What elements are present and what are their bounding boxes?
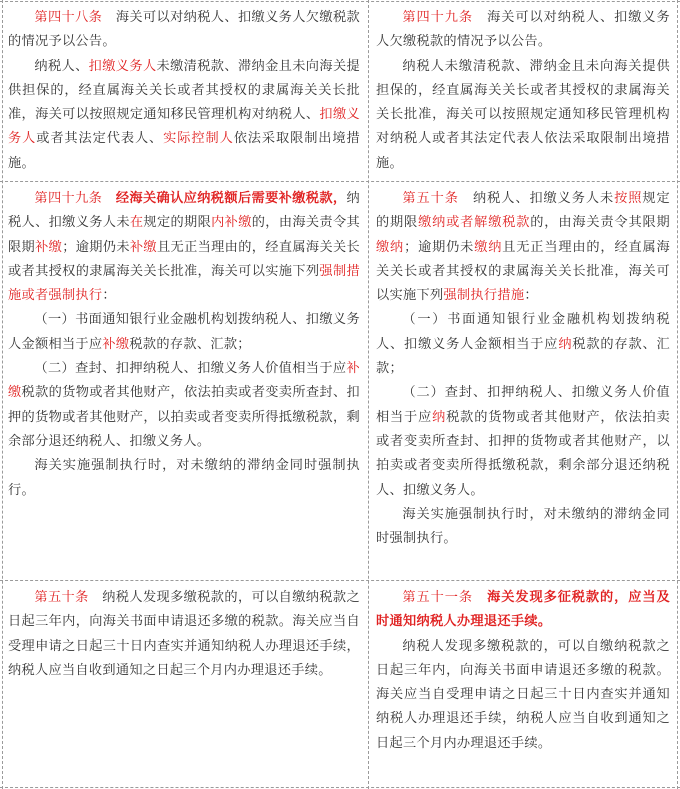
table-cell-new-article-51: [376, 586, 670, 756]
article-paragraph: [8, 55, 360, 176]
paragraph-text: 且无正当理由的，经直属海关关长或者其授权的隶属海关关长批准，海关可以实施下列: [376, 239, 671, 304]
paragraph-text: 税款的货物或者其他财产，依法拍卖或者变卖所查封、扣押的货物或者其他财产，以拍卖或者变卖所得抵缴税款，剩余部分退还纳税人、扣缴义务人。: [376, 409, 670, 498]
highlighted-text: 内补缴: [211, 215, 252, 231]
paragraph-text: 纳税人发现多缴税款的，可以自缴纳税款之日起三年内，向海关书面申请退还多缴的税款。海关应当自受理申请之日起三十日内查实并通知纳税人办理退还手续，纳税人应当自收到通知之日起三个月内办理退还手续。: [376, 638, 670, 751]
article-paragraph: [376, 635, 670, 756]
article-paragraph: [8, 308, 360, 357]
article-paragraph: [376, 55, 670, 176]
paragraph-text: （二）查封、扣押纳税人、扣缴义务人价值相当于应: [376, 385, 670, 425]
paragraph-text: 海关可以对纳税人、扣缴义务人欠缴税款的情况予以公告。: [8, 10, 361, 50]
paragraph-text: 的，由海关责令其限期: [8, 215, 360, 255]
table-row-divider: [0, 181, 680, 182]
table-border-top: [0, 1, 680, 2]
highlighted-text: 经海关确认应纳税额后需要补缴税款，: [102, 191, 347, 206]
paragraph-text: ：: [524, 288, 538, 304]
article-paragraph: [376, 187, 670, 308]
table-border-right: [677, 0, 678, 789]
paragraph-text: 纳税人、扣缴义务人未: [458, 191, 615, 206]
paragraph-text: ；逾期仍未: [404, 239, 475, 255]
table-cell-old-article-49: [8, 187, 360, 503]
article-paragraph: [8, 586, 360, 683]
article-paragraph: [376, 586, 670, 635]
highlighted-text: 在: [129, 215, 144, 231]
paragraph-text: 纳税人发现多缴税款的，可以自缴纳税款之日起三年内，向海关书面申请退还多缴的税款。海关应当自受理申请之日起三十日内查实并通知纳税人办理退还手续，纳税人应当自收到通知之日起三个月内办理退还手续。: [8, 590, 360, 678]
highlighted-text: 第四十九条: [402, 10, 473, 25]
paragraph-text: 纳税人、扣缴义务人未: [8, 191, 361, 231]
paragraph-text: ；逾期仍未: [62, 239, 130, 255]
paragraph-text: 未缴清税款、滞纳金且未向海关提供担保的，经直属海关关长或者其授权的隶属海关关长批准，海关可以按照规定通知移民管理机构对纳税人、: [8, 58, 361, 123]
highlighted-text: 补缴: [129, 239, 157, 255]
paragraph-text: 海关实施强制执行时，对未缴纳的滞纳金同时强制执行。: [376, 506, 670, 547]
paragraph-text: 规定的期限: [376, 191, 670, 231]
article-paragraph: [376, 503, 670, 552]
highlighted-text: 扣缴义务人: [88, 58, 157, 74]
table-column-divider: [368, 0, 369, 789]
article-paragraph: [8, 357, 360, 454]
highlighted-text: 按照: [614, 191, 643, 206]
article-paragraph: [8, 6, 360, 55]
paragraph-text: 或者其法定代表人、: [36, 131, 164, 147]
highlighted-text: 缴纳: [474, 239, 503, 255]
paragraph-text: 纳税人、: [34, 58, 89, 74]
article-paragraph: [8, 187, 360, 308]
highlighted-text: 纳: [432, 409, 447, 425]
paragraph-text: 纳税人未缴清税款、滞纳金且未向海关提供担保的，经直属海关关长或者其授权的隶属海关关长批准，海关可以按照规定通知移民管理机构对纳税人或者其法定代表人依法采取限制出境措施。: [376, 58, 670, 171]
highlighted-text: 实际控制人: [163, 131, 234, 147]
paragraph-text: （二）查封、扣押纳税人、扣缴义务人价值相当于应: [34, 361, 347, 377]
paragraph-text: ：: [102, 288, 116, 304]
highlighted-text: 缴纳: [376, 239, 405, 255]
table-border-left: [2, 0, 3, 789]
article-paragraph: [376, 308, 670, 381]
paragraph-text: 海关实施强制执行时，对未缴纳的滞纳金同时强制执行。: [8, 458, 360, 498]
highlighted-text: 纳: [558, 336, 573, 352]
highlighted-text: 第五十条: [402, 191, 459, 206]
paragraph-text: （一）书面通知银行业金融机构划拨纳税人、扣缴义务人金额相当于应: [376, 312, 670, 352]
table-row-divider: [0, 580, 680, 581]
highlighted-text: 强制执行措施: [443, 288, 525, 304]
table-border-bottom: [0, 787, 680, 788]
article-paragraph: [8, 454, 360, 503]
highlighted-text: 补缴: [35, 239, 63, 255]
paragraph-text: 税款的存款、汇款；: [129, 336, 251, 352]
table-cell-old-article-48: [8, 6, 360, 176]
highlighted-text: 第五十一条: [402, 590, 473, 605]
table-cell-old-article-50: [8, 586, 360, 683]
paragraph-text: （一）书面通知银行业金融机构划拨纳税人、扣缴义务人金额相当于应: [8, 312, 360, 352]
paragraph-text: 的，由海关责令其限期: [530, 215, 670, 231]
paragraph-text: 且无正当理由的，经直属海关关长或者其授权的隶属海关关长批准，海关可以实施下列: [8, 239, 361, 279]
table-cell-new-article-49: [376, 6, 670, 176]
highlighted-text: 扣缴义务人: [8, 107, 360, 147]
paragraph-text: 税款的货物或者其他财产，依法拍卖或者变卖所查封、扣押的货物或者其他财产，以拍卖或者变卖所得抵缴税款，剩余部分退还纳税人、扣缴义务人。: [8, 385, 360, 449]
highlighted-text: 第四十八条: [34, 10, 103, 25]
highlighted-text: 缴纳或者解缴税款: [418, 215, 531, 231]
highlighted-text: 第五十条: [34, 590, 89, 605]
paragraph-text: 税款的存款、汇款；: [376, 336, 670, 377]
highlighted-text: 第四十九条: [34, 191, 103, 206]
highlighted-text: 补缴: [8, 361, 360, 401]
article-paragraph: [376, 381, 670, 502]
highlighted-text: 海关发现多征税款的，应当及时通知纳税人办理退还手续。: [376, 590, 671, 630]
highlighted-text: 补缴: [102, 336, 130, 352]
article-paragraph: [376, 6, 670, 55]
table-cell-new-article-50: [376, 187, 670, 551]
paragraph-text: 依法采取限制出境措施。: [8, 131, 361, 171]
paragraph-text: 海关可以对纳税人、扣缴义务人欠缴税款的情况予以公告。: [376, 10, 671, 50]
highlighted-text: 强制措施或者强制执行: [8, 263, 360, 304]
paragraph-text: 规定的期限: [143, 215, 212, 231]
